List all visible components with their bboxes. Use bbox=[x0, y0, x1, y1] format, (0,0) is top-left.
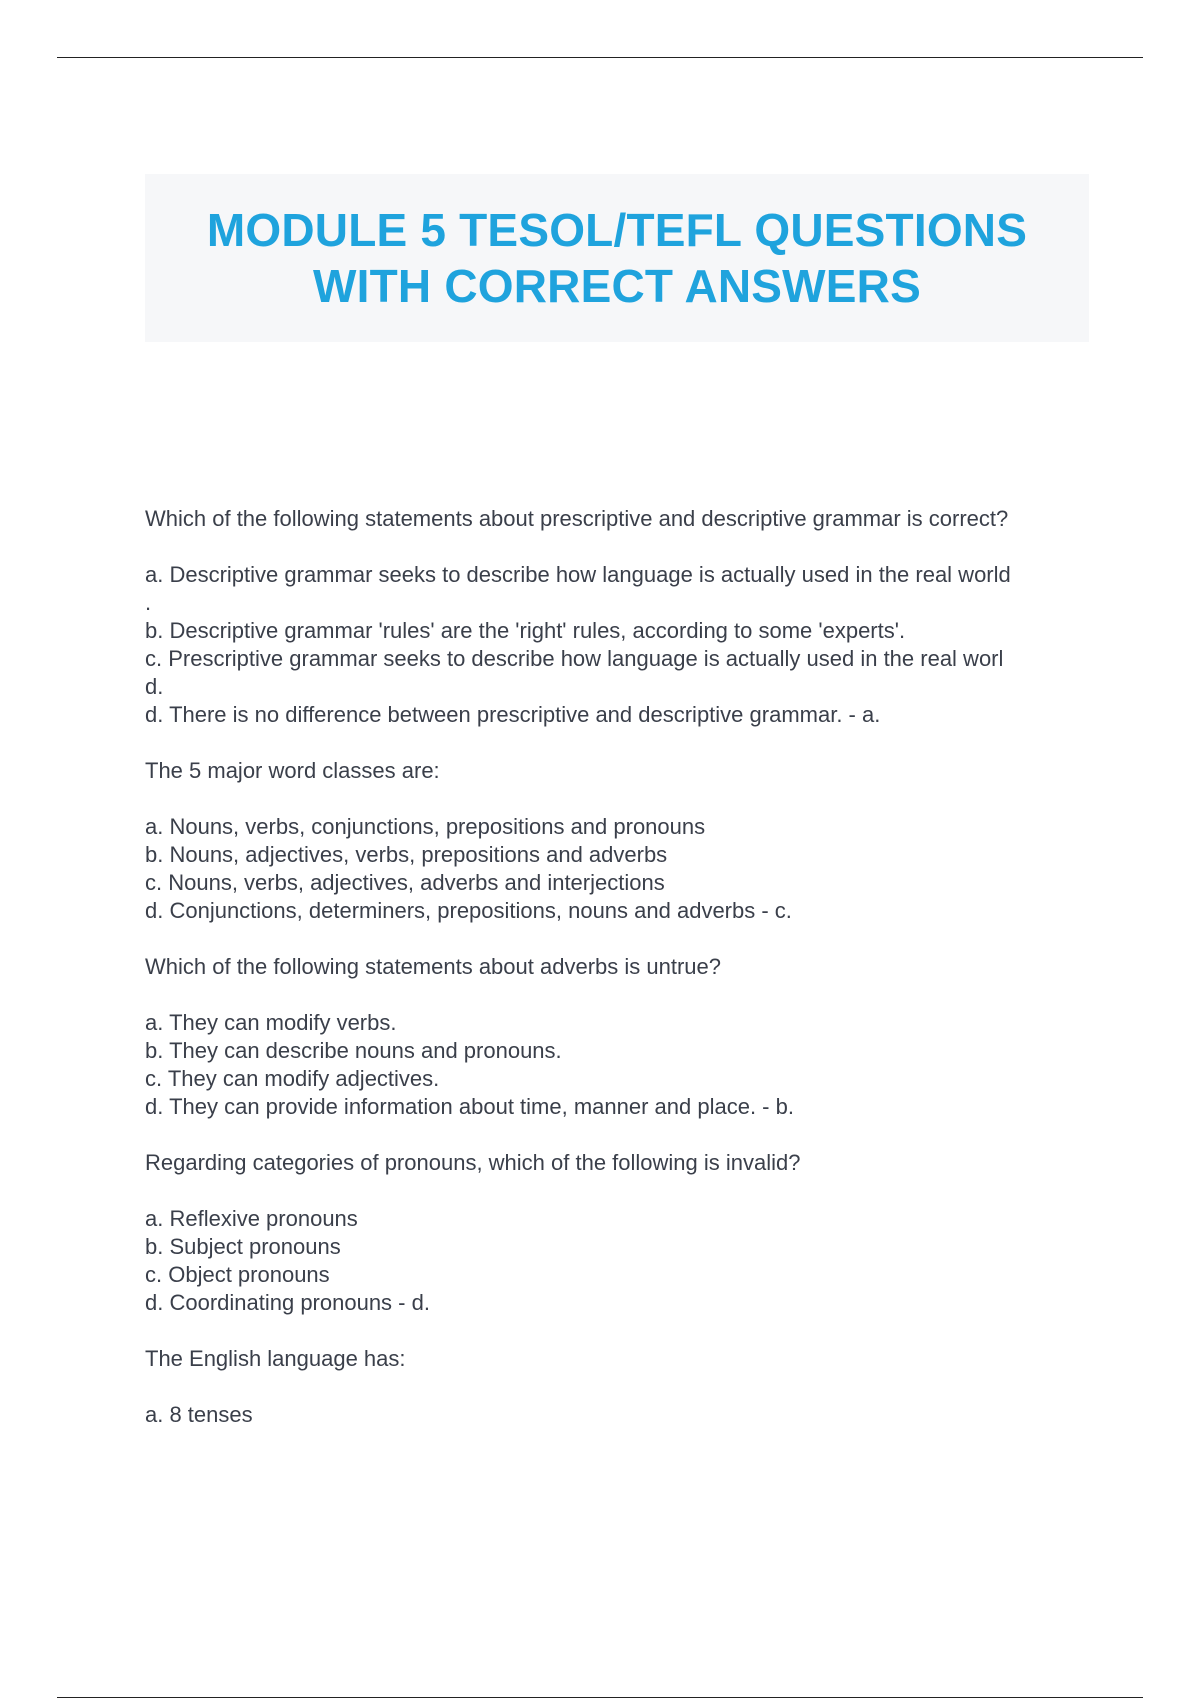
document-title-line-1: MODULE 5 TESOL/TEFL QUESTIONS bbox=[206, 204, 1028, 256]
answer-option: d. Coordinating pronouns - d. bbox=[145, 1290, 430, 1315]
question-text: The 5 major word classes are: bbox=[145, 758, 440, 783]
question-list bbox=[145, 505, 1095, 1429]
question-text: The English language has: bbox=[145, 1346, 406, 1371]
answer-option: d. There is no difference between prescriptive and descriptive grammar. - a. bbox=[145, 702, 881, 727]
title-banner bbox=[145, 174, 1089, 342]
answer-option: a. 8 tenses bbox=[145, 1402, 253, 1427]
question-block-5 bbox=[145, 1345, 1095, 1429]
question-block-2 bbox=[145, 757, 1095, 953]
answer-option: a. Nouns, verbs, conjunctions, prepositions and pronouns bbox=[145, 814, 706, 839]
question-text: Which of the following statements about adverbs is untrue? bbox=[145, 954, 721, 979]
answer-option: b. Subject pronouns bbox=[145, 1234, 341, 1259]
answer-option: c. They can modify adjectives. bbox=[145, 1066, 440, 1091]
answer-option: a. Descriptive grammar seeks to describe how language is actually used in the real world . bbox=[145, 562, 1011, 615]
answer-option: d. Conjunctions, determiners, prepositions, nouns and adverbs - c. bbox=[145, 898, 792, 923]
answer-option: a. Reflexive pronouns bbox=[145, 1206, 358, 1231]
answer-option: a. They can modify verbs. bbox=[145, 1010, 397, 1035]
answer-options bbox=[145, 1009, 1095, 1121]
answer-option: b. Descriptive grammar 'rules' are the 'right' rules, according to some 'experts'. bbox=[145, 618, 906, 643]
bottom-divider bbox=[57, 1697, 1143, 1698]
answer-options bbox=[145, 1401, 1095, 1429]
question-block-3 bbox=[145, 953, 1095, 1149]
answer-option: c. Nouns, verbs, adjectives, adverbs and interjections bbox=[145, 870, 665, 895]
answer-options bbox=[145, 561, 1095, 729]
question-block-1 bbox=[145, 505, 1095, 757]
answer-option: c. Object pronouns bbox=[145, 1262, 330, 1287]
question-text: Regarding categories of pronouns, which of the following is invalid? bbox=[145, 1150, 801, 1175]
answer-options bbox=[145, 1205, 1095, 1317]
top-divider bbox=[57, 57, 1143, 58]
question-text: Which of the following statements about prescriptive and descriptive grammar is correct? bbox=[145, 506, 1009, 531]
answer-option: d. They can provide information about time, manner and place. - b. bbox=[145, 1094, 794, 1119]
question-block-4 bbox=[145, 1149, 1095, 1345]
answer-options bbox=[145, 813, 1095, 925]
document-title-line-2: WITH CORRECT ANSWERS bbox=[313, 260, 921, 312]
answer-option: c. Prescriptive grammar seeks to describe how language is actually used in the real worl d. bbox=[145, 646, 1004, 699]
answer-option: b. They can describe nouns and pronouns. bbox=[145, 1038, 562, 1063]
answer-option: b. Nouns, adjectives, verbs, prepositions and adverbs bbox=[145, 842, 668, 867]
